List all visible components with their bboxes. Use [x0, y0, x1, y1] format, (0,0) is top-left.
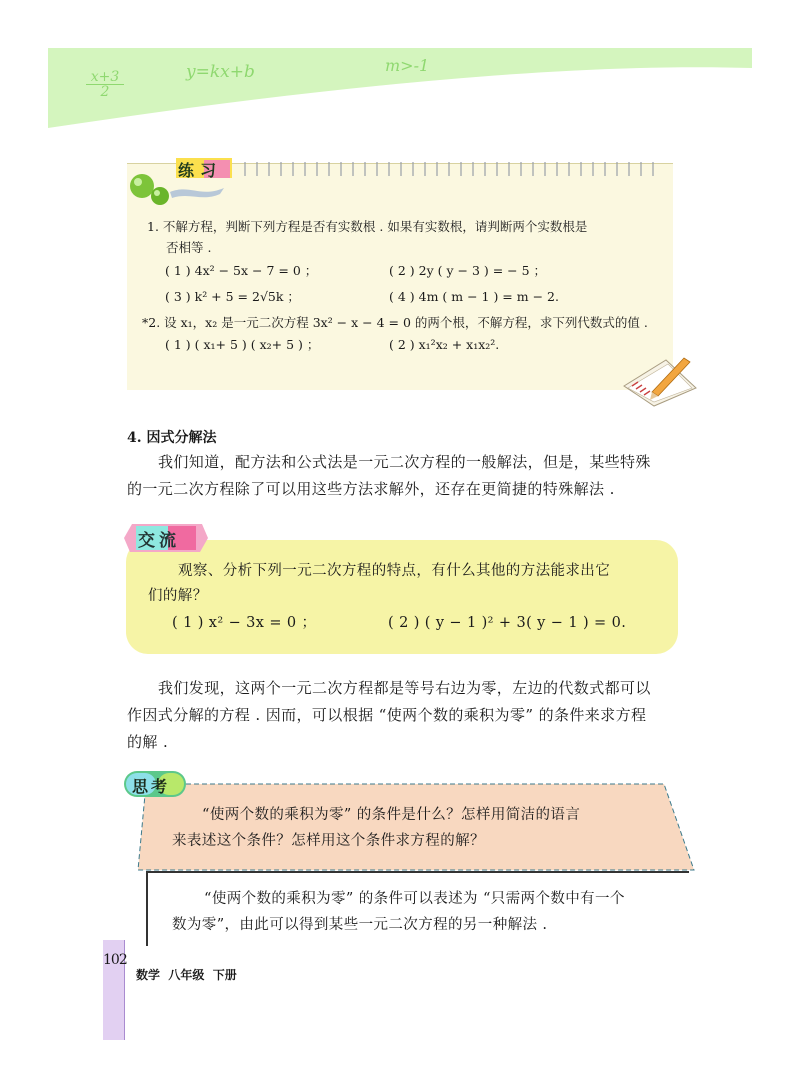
thinking-title-badge [122, 768, 192, 802]
section-para1-line2: 的一元二次方程除了可以用这些方法求解外，还存在更简捷的特殊解法 . [127, 480, 615, 498]
header-formula-denominator: 2 [100, 84, 110, 100]
exchange-line1: 观察、分析下列一元二次方程的特点，有什么其他的方法能求出它 [178, 563, 611, 579]
practice-title-badge [120, 148, 240, 208]
header-formula-inequality: m>-1 [385, 56, 430, 75]
notebook-pencil-icon [618, 352, 700, 408]
answer-line1: “使两个数的乘积为零” 的条件可以表述为 “只需两个数中有一个 [204, 891, 625, 907]
thinking-title: 思考 [132, 777, 171, 796]
answer-line2: 数为零”，由此可以得到某些一元二次方程的另一种解法 . [172, 917, 548, 933]
exchange-title: 交流 [138, 531, 180, 551]
exchange-eq2: ( 2 ) ( y − 1 )² + 3( y − 1 ) = 0. [388, 615, 627, 631]
header-band [0, 0, 800, 140]
page-number: 102 [103, 952, 127, 968]
header-formula-fraction [86, 70, 124, 99]
exchange-eq1: ( 1 ) x² − 3x = 0 ； [172, 615, 317, 631]
answer-box [144, 868, 689, 946]
practice-q1-item3: ( 3 ) k² + 5 = 2√5k ； [165, 289, 300, 304]
thinking-line1: “使两个数的乘积为零” 的条件是什么？怎样用简洁的语言 [202, 807, 581, 823]
book-title: 数学 八年级 下册 [136, 968, 237, 982]
para2-line3: 的解 . [127, 733, 169, 751]
practice-q2-line1: *2. 设 x₁，x₂ 是一元二次方程 3x² − x − 4 = 0 的两个根，不解方程，求下列代数式的值 . [142, 315, 648, 330]
section-para1-line1: 我们知道，配方法和公式法是一元二次方程的一般解法，但是，某些特殊 [158, 453, 651, 471]
thinking-line2: 来表述这个条件？怎样用这个条件求方程的解？ [172, 833, 485, 849]
practice-q2-item2: ( 2 ) x₁²x₂ + x₁x₂². [389, 337, 500, 352]
exchange-line2: 们的解？ [148, 588, 208, 604]
para2-line2: 作因式分解的方程 . 因而，可以根据 “使两个数的乘积为零” 的条件来求方程 [127, 706, 647, 724]
section-heading: 4. 因式分解法 [127, 430, 217, 446]
practice-q1-line1: 1. 不解方程，判断下列方程是否有实数根 . 如果有实数根，请判断两个实数根是 [147, 219, 588, 234]
header-formula-linear: y=kx+b [186, 62, 255, 82]
para2-line1: 我们发现，这两个一元二次方程都是等号右边为零，左边的代数式都可以 [158, 679, 651, 697]
practice-q1-item1: ( 1 ) 4x² − 5x − 7 = 0 ； [165, 263, 318, 278]
header-formula-numerator: x+3 [86, 70, 124, 85]
practice-q1-line2: 否相等 . [166, 240, 212, 255]
practice-title: 练习 [178, 161, 223, 180]
exchange-title-badge [118, 520, 210, 560]
practice-q1-item2: ( 2 ) 2y ( y − 3 ) = − 5 ； [389, 263, 547, 278]
thinking-box [118, 780, 698, 874]
practice-q1-item4: ( 4 ) 4m ( m − 1 ) = m − 2. [389, 289, 559, 304]
practice-q2-item1: ( 1 ) ( x₁+ 5 ) ( x₂+ 5 ) ； [165, 337, 320, 352]
